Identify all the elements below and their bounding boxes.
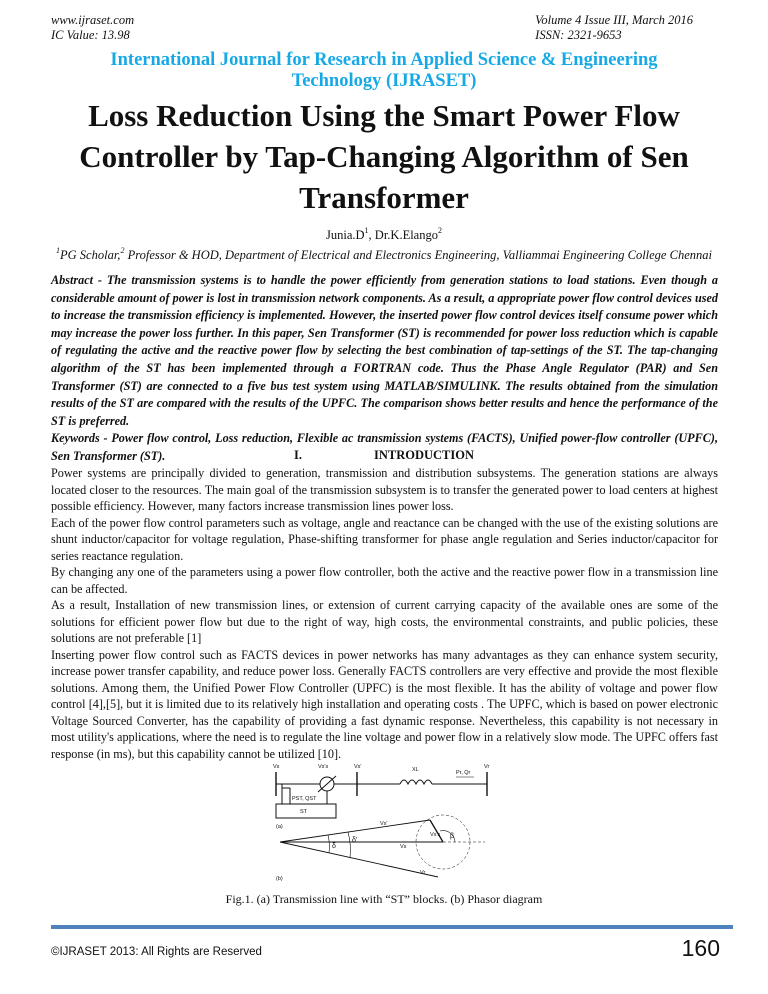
- author-name: Junia.D: [326, 228, 365, 242]
- paragraph: By changing any one of the parameters using a power flow controller, both the active and the reactive power flow in a transmission line can be affected.: [51, 565, 718, 596]
- figure-caption: Fig.1. (a) Transmission line with “ST” blocks. (b) Phasor diagram: [225, 892, 543, 906]
- author-name: Dr.K.Elango: [374, 228, 438, 242]
- footer-divider: [51, 925, 733, 929]
- abstract-text: Abstract - The transmission systems is to handle the power efficiently from generation stations to load stations. Even though a considerable amount of power is lost in transmission network components. As a result, a appropriate power flow control devices used to increase the transmission efficiency is implemented. However, the inserted power flow control devices itself consume power which may increase the power loss further. In this paper, Sen Transformer (ST) is recommended for power loss reduction which is capable of regulating the active and the reactive power flow by selecting the best combination of tap-settings of the ST. The tap-changing algorithm of the ST has been implemented through a FORTRAN code. Thus the Phase Angle Regulator (PAR) and Sen Transformer (ST) are connected to a five bus test system using MATLAB/SIMULINK. The results obtained from the simulation results of the ST are compared with the results of the UPFC. The comparison shows better results and hence the performance of the ST is preferred.: [51, 273, 718, 428]
- svg-text:Vs': Vs': [380, 821, 388, 827]
- section-heading: [0, 448, 768, 463]
- svg-text:δ': δ': [352, 837, 358, 844]
- svg-text:XL: XL: [412, 767, 419, 773]
- svg-text:ST: ST: [300, 809, 308, 815]
- transmission-line-diagram: [276, 772, 487, 818]
- svg-text:β: β: [450, 833, 455, 840]
- issn: ISSN: 2321-9653: [535, 28, 622, 42]
- paragraph: Power systems are principally divided to generation, transmission and distribution subsystems. The generation stations are always located closer to the resources. The main goal of the transmission subsystem is to transfer the generated power to load centers at highest possible efficiency. However, many factors increase transmission lines power loss.: [51, 466, 718, 513]
- affiliation: $^1$PG Scholar,$^2$ Professor & HOD, Department of Electrical and Electronics Engineering, Valliammai Engineering College Chennai: [56, 246, 712, 262]
- st-diagram: [260, 762, 500, 887]
- svg-text:(a): (a): [276, 824, 283, 830]
- svg-text:Pr, Qr: Pr, Qr: [456, 770, 471, 776]
- introduction-body: [51, 465, 718, 762]
- running-header-right: [535, 13, 693, 43]
- volume-issue: Volume 4 Issue III, March 2016: [535, 13, 693, 27]
- svg-text:(b): (b): [276, 876, 283, 882]
- section-title: INTRODUCTION: [373, 448, 474, 462]
- abstract-block: [51, 272, 718, 466]
- svg-text:Vr: Vr: [484, 764, 490, 770]
- paragraph: Each of the power flow control parameters such as voltage, angle and reactance can be changed with the use of the existing solutions are shunt inductor/capacitor for voltage regulation, Phase-shifting transformer for phase angle regulation and Series inductor/capacitor for series reactance regulation.: [51, 515, 718, 563]
- author-list: $Junia.D^1$, Dr.K.Elango$^2$: [326, 226, 442, 242]
- figure-1: [260, 762, 500, 887]
- svg-text:Vs: Vs: [273, 764, 280, 770]
- paragraph: As a result, Installation of new transmission lines, or extension of current carrying capacity of the available ones are some of the solutions for efficient power flow but due to the right of way, high costs, the environmental constraints, and public policies, these solutions are not preferable [1]: [51, 598, 718, 645]
- svg-text:δ: δ: [332, 843, 336, 850]
- svg-text:PST, QST: PST, QST: [292, 796, 317, 802]
- svg-text:Vr: Vr: [420, 870, 426, 876]
- section-number: I.: [293, 448, 302, 462]
- copyright-notice: ©IJRASET 2013: All Rights are Reserved: [51, 946, 262, 958]
- paragraph: Inserting power flow control such as FACTS devices in power networks has many advantages as they can enhance system security, increase power transfer capability, and reduce power loss. Generally FACTS controllers are very effective and provide the most flexible solutions. Among them, the Unified Power Flow Controller (UPFC) is the most flexible. It has the ability of voltage and power flow control [4],[5], but it is limited due to its relatively high installation and operating costs . The UPFC, which is based on power electronic Voltage Sourced Converter, has the capability of providing a fast dynamic response. Nevertheless, this capability is not necessary in most utility's applications, where the need is to regulate the line voltage and power flow in a relatively slow mode. The UPFC offers fast response (in ms), but this capability cannot be utilized [10].: [51, 647, 718, 761]
- journal-name: International Journal for Research in Applied Science & Engineering Technology (IJRASET): [110, 50, 658, 91]
- ic-value: IC Value: 13.98: [51, 28, 130, 42]
- keywords-text: Keywords - Power flow control, Loss reduction, Flexible ac transmission systems (FACTS), Unified power-flow controller (UPFC), Sen Transformer (ST).: [51, 431, 718, 463]
- svg-text:Vs's: Vs's: [318, 764, 329, 770]
- page-number: 160: [681, 935, 720, 961]
- paper-title: Loss Reduction Using the Smart Power Flow Controller by Tap-Changing Algorithm of Sen Transformer: [79, 98, 689, 215]
- running-header-left: [51, 13, 134, 43]
- svg-text:Vs': Vs': [354, 764, 362, 770]
- journal-website: www.ijraset.com: [51, 13, 135, 27]
- svg-text:Vs: Vs: [400, 844, 407, 850]
- svg-text:Vs's: Vs's: [430, 832, 441, 838]
